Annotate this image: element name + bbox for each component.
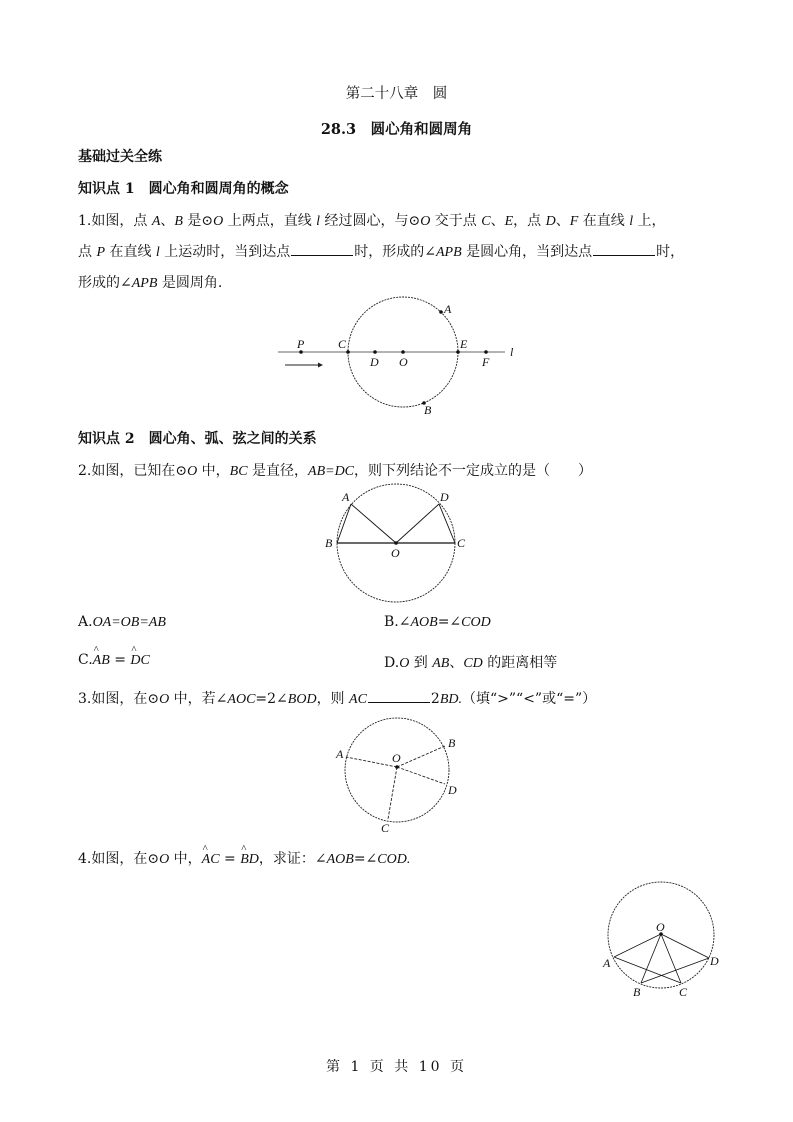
q2-option-d[interactable]: D.O 到 AB、CD 的距离相等 [384,655,558,671]
label-a: A [444,302,452,316]
label-b: B [424,403,432,417]
label-c: C [381,821,390,835]
label-d: D [370,355,379,369]
answer-blank-2[interactable] [593,241,655,256]
arc-bd: ^ BD [240,852,259,868]
label-b: B [325,536,333,550]
radius-od [397,767,445,784]
q3-figure [325,710,475,840]
label-b: B [633,985,641,999]
arrow-head-icon [318,363,323,368]
point-f [484,350,488,354]
q3-stem: 3.如图，在⊙O 中，若∠AOC=2∠BOD，则 AC 2BD.（填“>”“<”或“=”） [78,688,596,708]
point-o [401,350,405,354]
label-o: O [391,546,400,560]
q1-line-2: 点 P 在直线 l 上运动时，当到达点 时，形成的∠APB 是圆心角，当到达点 时， [78,241,684,261]
arc-dc: ^ DC [130,653,149,669]
label-f: F [482,355,490,369]
knowledge-point-2: 知识点 2 圆心角、弧、弦之间的关系 [78,431,317,447]
label-d: D [440,490,449,504]
circle-o [345,718,449,822]
label-o: O [656,920,665,934]
knowledge-point-1: 知识点 1 圆心角和圆周角的概念 [78,181,289,197]
segment-oa [351,504,396,543]
label-p: P [297,337,305,351]
chord-dc [439,504,455,543]
label-o: O [392,751,401,765]
radius-oa [346,757,397,767]
point-d [373,350,377,354]
segment-ac [614,957,681,983]
segment-od [396,504,439,543]
label-o: O [399,355,408,369]
q4-figure [595,880,730,1005]
label-d: D [710,954,719,968]
label-c: C [679,985,688,999]
radius-ob [397,746,445,767]
point-o [395,765,399,769]
segment-bd [641,958,709,983]
chapter-title: 第二十八章 圆 [345,86,448,102]
segment-od [661,934,709,958]
answer-blank-1[interactable] [291,241,353,256]
q2-option-c[interactable]: C.^ AB = ^ DC [78,652,150,669]
segment-ob [641,934,661,983]
segment-oa [614,934,661,957]
q2-option-a[interactable]: A.OA=OB=AB [78,614,166,630]
arc-ac: ^ AC [202,852,220,868]
point-o [394,541,398,545]
chord-ab [337,504,351,543]
page-footer: 第 1 页 共 10 页 [326,1059,467,1075]
label-c: C [338,337,347,351]
label-l: l [510,345,514,359]
arc-ab: ^ AB [93,653,110,669]
label-a: A [336,747,344,761]
q1-line-3: 形成的∠APB 是圆周角. [78,275,223,291]
point-a [439,310,443,314]
q2-option-b[interactable]: B.∠AOB=∠COD [384,614,491,630]
section-title: 28.3 圆心角和圆周角 [320,121,473,138]
label-a: A [603,956,611,970]
practice-title: 基础过关全练 [78,149,162,165]
label-c: C [457,536,466,550]
label-b: B [448,736,456,750]
label-d: D [448,783,457,797]
label-a: A [342,490,350,504]
q2-figure [320,480,480,605]
q1-figure [270,290,530,415]
q2-stem: 2.如图，已知在⊙O 中，BC 是直径，AB=DC，则下列结论不一定成立的是（ ） [78,463,593,479]
q4-stem: 4.如图，在⊙O 中，^ AC = ^ BD，求证：∠AOB=∠COD. [78,848,410,868]
label-e: E [460,337,468,351]
segment-oc [661,934,681,983]
point-c [346,350,350,354]
radius-oc [388,767,397,819]
q1-line-1: 1.如图，点 A、B 是⊙O 上两点，直线 l 经过圆心，与⊙O 交于点 C、E，点 D、F 在直线 l 上， [78,213,666,229]
answer-blank-3[interactable] [368,688,430,703]
